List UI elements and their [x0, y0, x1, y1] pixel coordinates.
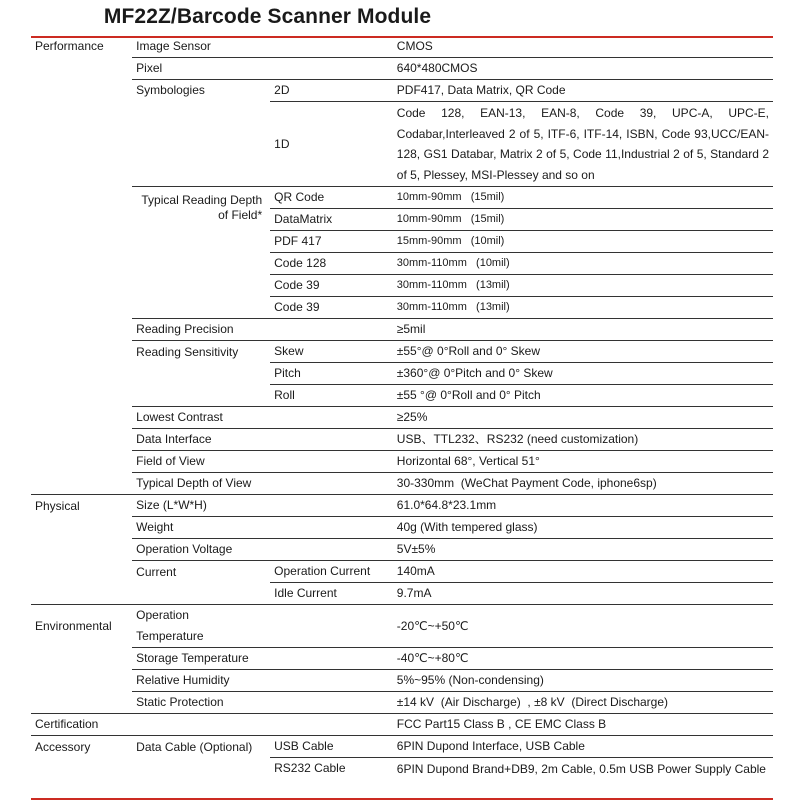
row-value: ±360°@ 0°Pitch and 0° Skew	[393, 363, 773, 385]
row-sublabel: RS232 Cable	[274, 761, 346, 776]
row-value: 40g (With tempered glass)	[393, 517, 773, 539]
row-value: -20℃~+50℃	[393, 605, 773, 648]
row-value: Code 128, EAN-13, EAN-8, Code 39, UPC-A, UPC-E, Codabar,Interleaved 2 of 5, ITF-6, ITF-14, ISBN, Code 93,UCC/EAN-128, GS1 Databar, Matrix 2 of 5, Code 11,Industrial 2 of 5, Standard 2 of 5, Plessey, MSI-Plessey and so on	[393, 102, 773, 187]
table-row	[31, 495, 773, 517]
row-value: PDF417, Data Matrix, QR Code	[393, 80, 773, 102]
row-label: Reading Precision	[132, 319, 393, 341]
row-value: 15mm-90mm (10mil)	[393, 231, 773, 253]
table-row	[31, 714, 773, 736]
row-sublabel: Code 39	[270, 275, 393, 297]
row-value: 9.7mA	[393, 583, 773, 605]
row-label	[132, 605, 393, 648]
row-label: Data Interface	[132, 429, 393, 451]
row-label: Current	[136, 564, 177, 579]
row-label: Storage Temperature	[132, 648, 393, 670]
row-value: 10mm-90mm (15mil)	[393, 209, 773, 231]
row-label: Relative Humidity	[132, 670, 393, 692]
row-sublabel: Code 39	[270, 297, 393, 319]
table-row	[31, 670, 773, 692]
row-value: 640*480CMOS	[393, 58, 773, 80]
row-value: FCC Part15 Class B , CE EMC Class B	[393, 714, 773, 736]
row-sublabel: Operation Current	[270, 561, 393, 583]
table-row	[31, 102, 773, 187]
section-environmental: Environmental	[35, 619, 112, 634]
row-label: Weight	[132, 517, 393, 539]
row-sublabel: Skew	[270, 341, 393, 363]
row-label: Operation Voltage	[132, 539, 393, 561]
row-value: 5%~95% (Non-condensing)	[393, 670, 773, 692]
row-value: ≥25%	[393, 407, 773, 429]
row-sublabel: Idle Current	[270, 583, 393, 605]
row-sublabel: PDF 417	[270, 231, 393, 253]
row-label-line: Temperature	[136, 629, 204, 644]
table-row	[31, 319, 773, 341]
row-label: Typical Depth of View	[132, 473, 393, 495]
table-row	[31, 648, 773, 670]
row-value: ±55°@ 0°Roll and 0° Skew	[393, 341, 773, 363]
spec-sheet	[31, 36, 773, 779]
table-row	[31, 692, 773, 714]
section-certification: Certification	[31, 714, 132, 736]
row-value: 6PIN Dupond Brand+DB9, 2m Cable, 0.5m USB Power Supply Cable	[396, 761, 766, 776]
row-value: ±55 °@ 0°Roll and 0° Pitch	[393, 385, 773, 407]
table-row	[31, 385, 773, 407]
row-value: -40℃~+80℃	[393, 648, 773, 670]
row-label: Image Sensor	[132, 36, 393, 58]
row-label: Reading Sensitivity	[136, 344, 239, 359]
row-value: 30mm-110mm (13mil)	[393, 297, 773, 319]
row-label-line: Operation	[136, 608, 189, 623]
row-value: 10mm-90mm (15mil)	[393, 187, 773, 209]
row-value: 30mm-110mm (10mil)	[393, 253, 773, 275]
table-row	[31, 539, 773, 561]
table-row	[31, 517, 773, 539]
row-sublabel: QR Code	[270, 187, 393, 209]
row-value: 5V±5%	[393, 539, 773, 561]
row-label: Symbologies	[136, 83, 205, 98]
page-title: MF22Z/Barcode Scanner Module	[103, 5, 432, 28]
table-row	[31, 58, 773, 80]
table-row	[31, 758, 773, 780]
row-sublabel: USB Cable	[270, 736, 393, 758]
row-label: Size (L*W*H)	[132, 495, 393, 517]
row-label: Data Cable (Optional)	[136, 739, 253, 754]
row-sublabel: DataMatrix	[270, 209, 393, 231]
row-value: 140mA	[393, 561, 773, 583]
section-accessory: Accessory	[35, 739, 91, 754]
row-value: ≥5mil	[393, 319, 773, 341]
table-row	[31, 36, 773, 58]
row-sublabel: Roll	[270, 385, 393, 407]
table-row	[31, 473, 773, 495]
section-performance: Performance	[35, 39, 104, 54]
row-label: Lowest Contrast	[132, 407, 393, 429]
row-sublabel: Pitch	[270, 363, 393, 385]
table-row	[31, 80, 773, 102]
table-row	[31, 736, 773, 758]
section-physical: Physical	[35, 498, 80, 513]
table-row	[31, 561, 773, 583]
row-value: 6PIN Dupond Interface, USB Cable	[393, 736, 773, 758]
row-label: Pixel	[132, 58, 393, 80]
row-label: Static Protection	[132, 692, 393, 714]
row-label: Field of View	[132, 451, 393, 473]
row-sublabel: 1D	[270, 102, 393, 187]
table-row	[31, 341, 773, 363]
row-value: Horizontal 68°, Vertical 51°	[393, 451, 773, 473]
table-row	[31, 451, 773, 473]
table-row	[31, 407, 773, 429]
row-value: CMOS	[393, 36, 773, 58]
row-value: ±14 kV (Air Discharge) , ±8 kV (Direct Discharge)	[393, 692, 773, 714]
row-sublabel: 2D	[270, 80, 393, 102]
table-row	[31, 363, 773, 385]
table-row	[31, 429, 773, 451]
row-sublabel: Code 128	[270, 253, 393, 275]
table-row	[31, 187, 773, 209]
depth-of-field-label: Typical Reading Depth of Field*	[132, 187, 270, 319]
spec-table	[31, 36, 773, 779]
row-value: USB、TTL232、RS232 (need customization)	[393, 429, 773, 451]
row-value: 30-330mm (WeChat Payment Code, iphone6sp)	[393, 473, 773, 495]
row-value: 61.0*64.8*23.1mm	[393, 495, 773, 517]
table-row	[31, 583, 773, 605]
row-value: 30mm-110mm (13mil)	[393, 275, 773, 297]
table-row	[31, 605, 773, 648]
